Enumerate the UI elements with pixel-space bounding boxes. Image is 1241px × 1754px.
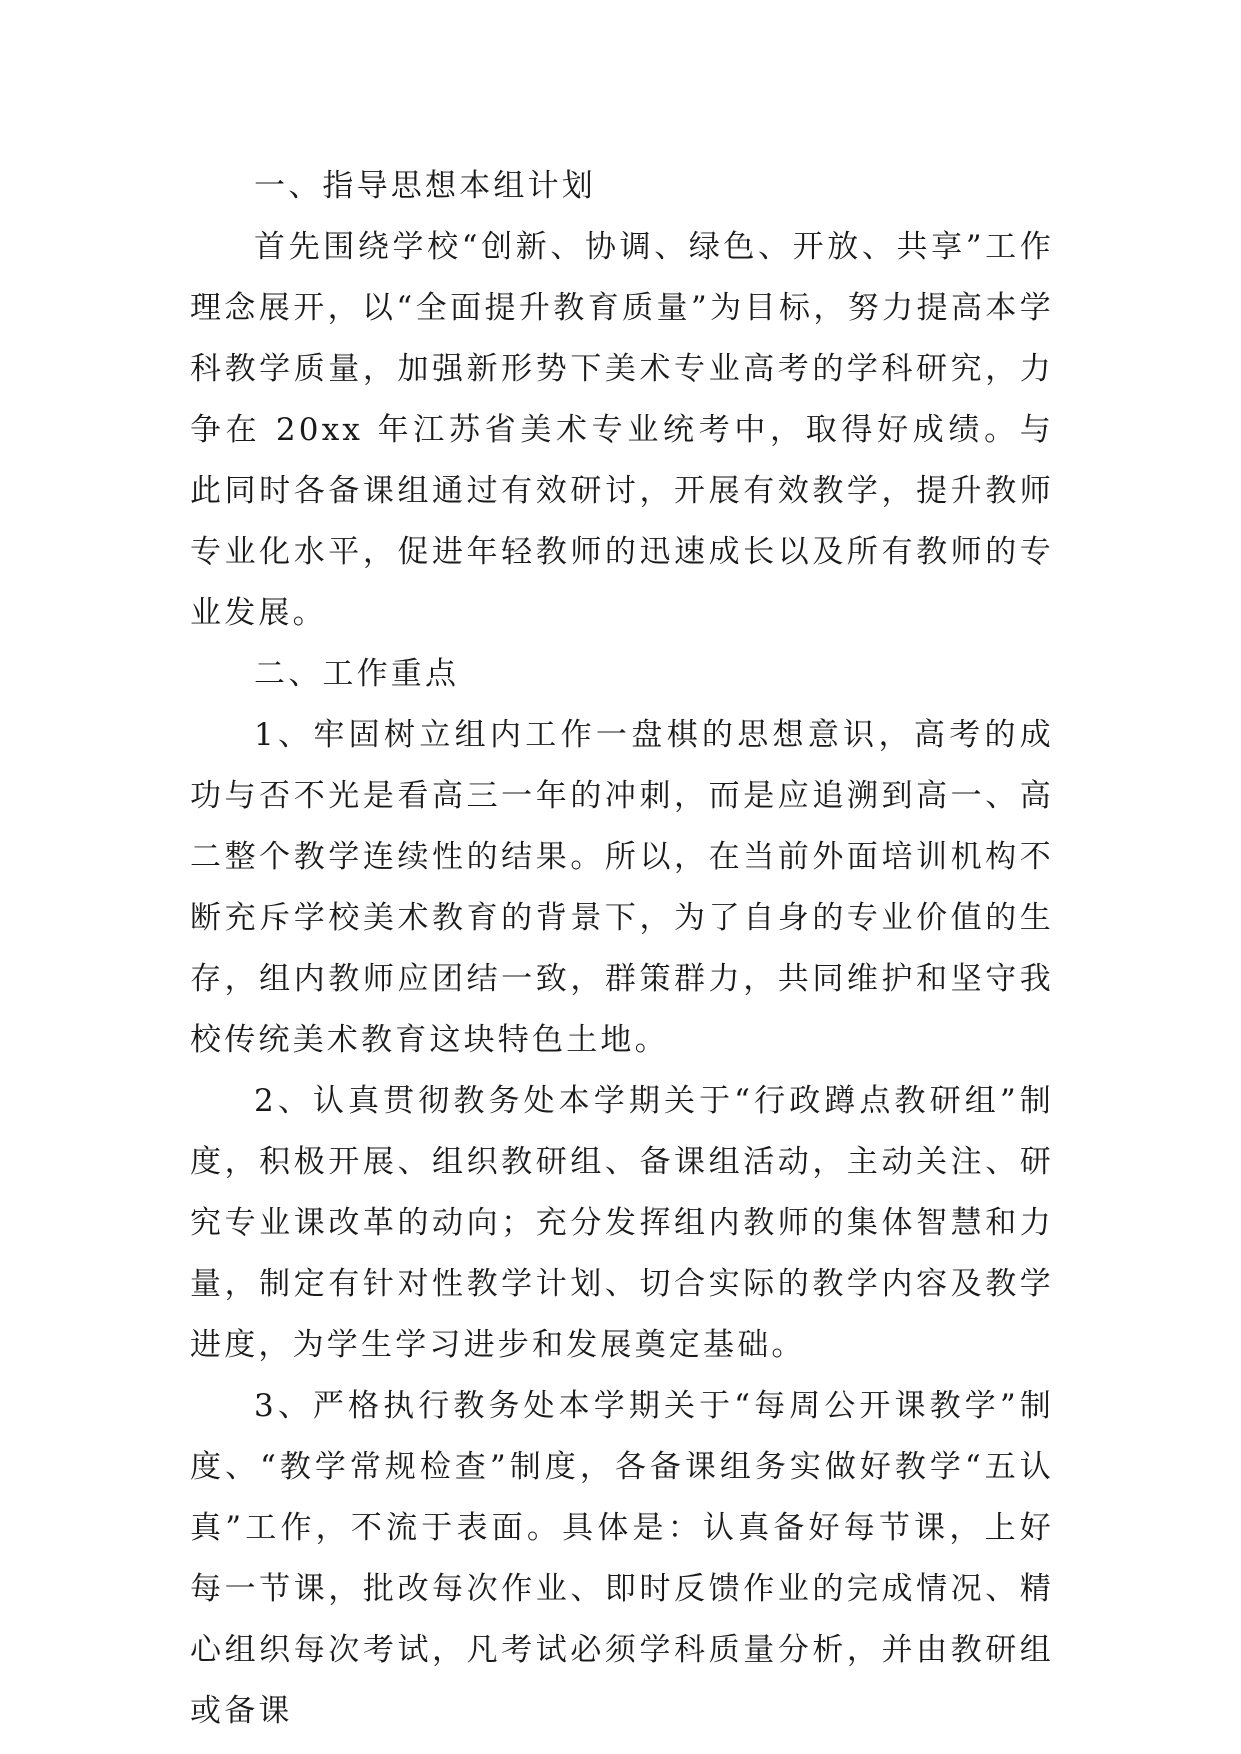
work-focus-item-3: 3、严格执行教务处本学期关于“每周公开课教学”制度、“教学常规检查”制度，各备课组务实做好教学“五认真”工作，不流于表面。具体是：认真备好每节课，上好每一节课，批改每次作业、即时反馈作业的完成情况、精心组织每次考试，凡考试必须学科质量分析，并由教研组或备课 <box>190 1388 1054 1729</box>
section-heading-guiding-ideology: 一、指导思想本组计划 <box>254 168 596 204</box>
section-heading-work-focus: 二、工作重点 <box>254 656 460 692</box>
work-focus-item-2: 2、认真贯彻教务处本学期关于“行政蹲点教研组”制度，积极开展、组织教研组、备课组活动，主动关注、研究专业课改革的动向；充分发挥组内教师的集体智慧和力量，制定有针对性教学计划、切合实际的教学内容及教学进度，为学生学习进步和发展奠定基础。 <box>190 1083 1054 1363</box>
work-focus-item-1: 1、牢固树立组内工作一盘棋的思想意识，高考的成功与否不光是看高三一年的冲刺，而是应追溯到高一、高二整个教学连续性的结果。所以，在当前外面培训机构不断充斥学校美术教育的背景下，为了自身的专业价值的生存，组内教师应团结一致，群策群力，共同维护和坚守我校传统美术教育这块特色土地。 <box>190 717 1054 1058</box>
paragraph-guiding-ideology: 首先围绕学校“创新、协调、绿色、开放、共享”工作理念展开，以“全面提升教育质量”为目标，努力提高本学科教学质量，加强新形势下美术专业高考的学科研究，力争在 20xx 年江苏省美术专业统考中，取得好成绩。与此同时各备课组通过有效研讨，开展有效教学，提升教师专业化水平，促进年轻教师的迅速成长以及所有教师的专业发展。 <box>190 229 1054 631</box>
document-body <box>190 156 1054 1742</box>
